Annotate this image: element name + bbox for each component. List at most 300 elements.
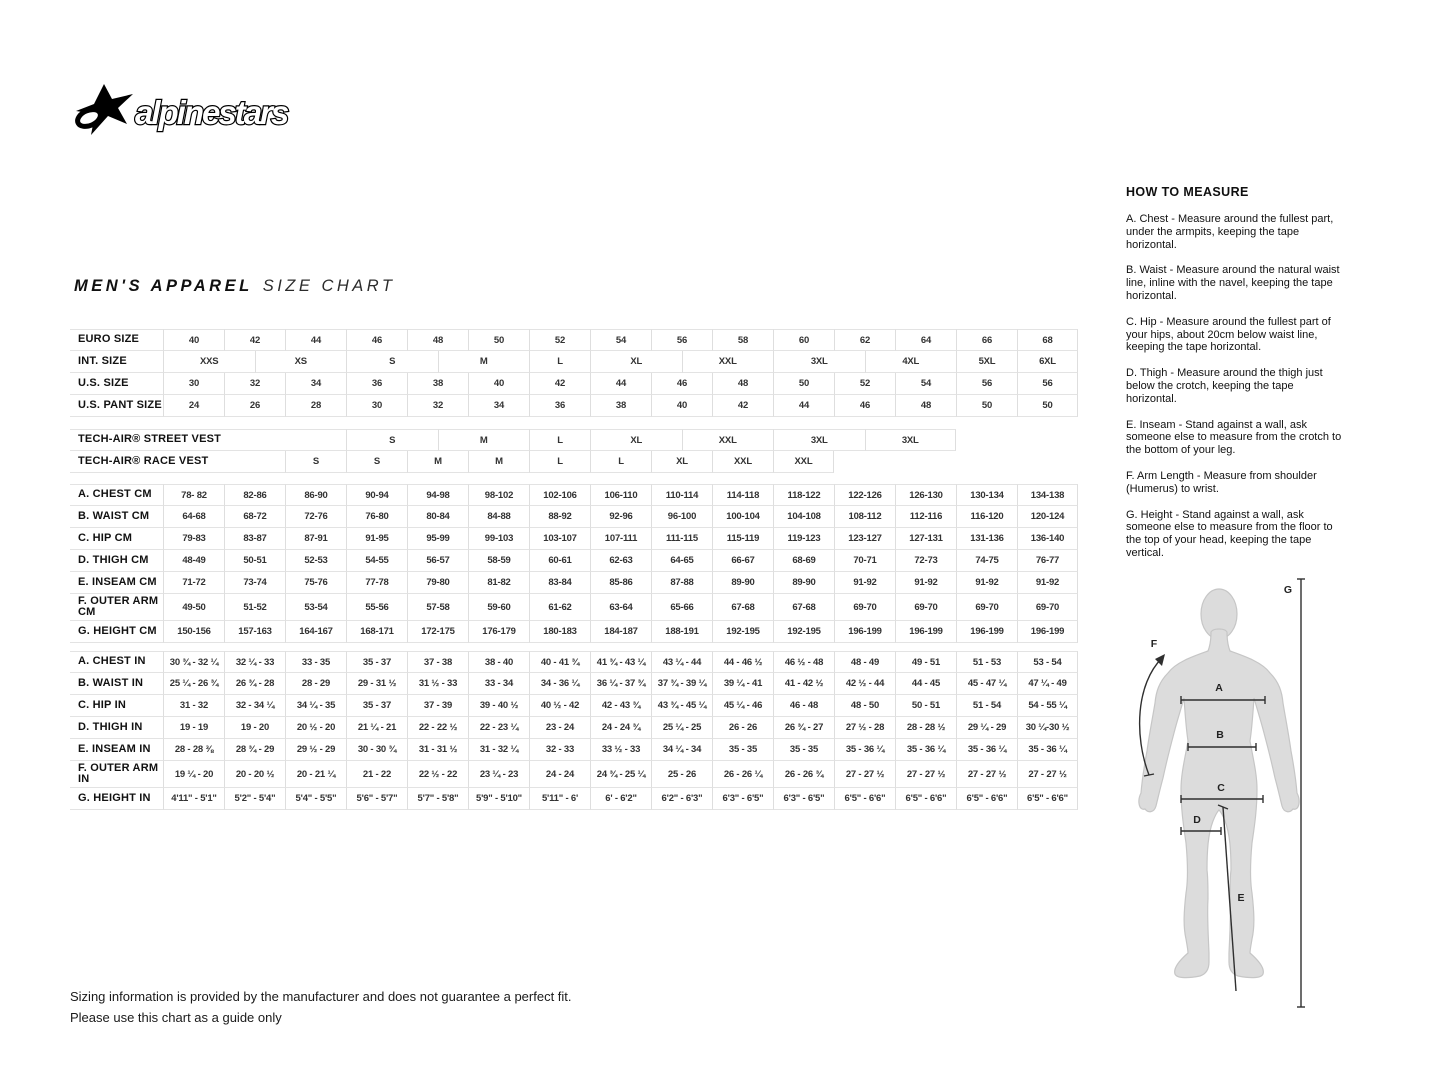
size-cell: 6'3" - 6'5" bbox=[773, 788, 834, 810]
size-cell: 150-156 bbox=[163, 621, 224, 643]
size-cell: 50-51 bbox=[224, 550, 285, 572]
size-cell: 95-99 bbox=[407, 528, 468, 550]
row-gap bbox=[70, 417, 1078, 429]
size-cell: 29 - 31 ½ bbox=[346, 673, 407, 695]
size-cell: 52 bbox=[529, 329, 590, 351]
size-cell: 58-59 bbox=[468, 550, 529, 572]
size-cell: 28 - 29 bbox=[285, 673, 346, 695]
size-cell: 34 ¼ - 34 bbox=[651, 739, 712, 761]
size-cell: 6'5" - 6'6" bbox=[834, 788, 895, 810]
size-cell: 78- 82 bbox=[163, 484, 224, 506]
size-cell: 25 ¼ - 26 ¾ bbox=[163, 673, 224, 695]
size-cell: 60-61 bbox=[529, 550, 590, 572]
size-cell: 89-90 bbox=[773, 572, 834, 594]
size-cell: 27 - 27 ½ bbox=[834, 761, 895, 788]
size-cell: 27 ½ - 28 bbox=[834, 717, 895, 739]
size-cell: 50 bbox=[773, 373, 834, 395]
empty-cell bbox=[163, 429, 346, 451]
size-cell: 70-71 bbox=[834, 550, 895, 572]
size-cell: 48 - 49 bbox=[834, 651, 895, 673]
size-cell: 39 ¼ - 41 bbox=[712, 673, 773, 695]
size-cell: 59-60 bbox=[468, 594, 529, 621]
label-a: A bbox=[1215, 682, 1223, 694]
size-cell: 168-171 bbox=[346, 621, 407, 643]
size-cell: 46 bbox=[651, 373, 712, 395]
measure-instruction: B. Waist - Measure around the natural waist line, inline with the navel, keeping the tape horizontal. bbox=[1126, 264, 1340, 302]
size-cell: 116-120 bbox=[956, 506, 1017, 528]
size-cell: 55-56 bbox=[346, 594, 407, 621]
size-cell: 92-96 bbox=[590, 506, 651, 528]
size-cell: 48 bbox=[712, 373, 773, 395]
size-cell: 64 bbox=[895, 329, 956, 351]
size-cell: 74-75 bbox=[956, 550, 1017, 572]
disclaimer-line-1: Sizing information is provided by the manufacturer and does not guarantee a perfect fit. bbox=[70, 989, 572, 1004]
table-row bbox=[70, 395, 1078, 417]
size-cell: 32 - 33 bbox=[529, 739, 590, 761]
size-cell: 21 ¼ - 21 bbox=[346, 717, 407, 739]
row-label: TECH-AIR® RACE VEST bbox=[70, 451, 163, 473]
row-label: C. HIP CM bbox=[70, 528, 163, 550]
size-cell: 28 bbox=[285, 395, 346, 417]
size-cell: M bbox=[438, 429, 530, 451]
size-cell: 40 ½ - 42 bbox=[529, 695, 590, 717]
size-cell: 23 - 24 bbox=[529, 717, 590, 739]
row-label: E. INSEAM IN bbox=[70, 739, 163, 761]
size-cell: 85-86 bbox=[590, 572, 651, 594]
size-cell: 31 - 32 bbox=[163, 695, 224, 717]
size-cell: 134-138 bbox=[1017, 484, 1078, 506]
size-cell: 69-70 bbox=[956, 594, 1017, 621]
size-cell: 91-95 bbox=[346, 528, 407, 550]
size-cell: 31 - 32 ¼ bbox=[468, 739, 529, 761]
size-cell: 50 bbox=[1017, 395, 1078, 417]
size-cell: 6'5" - 6'6" bbox=[1017, 788, 1078, 810]
label-b: B bbox=[1216, 729, 1224, 741]
size-cell: S bbox=[346, 429, 438, 451]
size-cell: 96-100 bbox=[651, 506, 712, 528]
size-cell: 66-67 bbox=[712, 550, 773, 572]
size-cell: 192-195 bbox=[712, 621, 773, 643]
size-cell: 122-126 bbox=[834, 484, 895, 506]
size-cell: 102-106 bbox=[529, 484, 590, 506]
size-cell: 50 bbox=[468, 329, 529, 351]
size-cell: 136-140 bbox=[1017, 528, 1078, 550]
size-cell: 192-195 bbox=[773, 621, 834, 643]
size-cell: 6' - 6'2" bbox=[590, 788, 651, 810]
size-cell: XL bbox=[590, 351, 682, 373]
size-cell: 115-119 bbox=[712, 528, 773, 550]
size-cell: 3XL bbox=[773, 429, 865, 451]
row-label: TECH-AIR® STREET VEST bbox=[70, 429, 163, 451]
empty-cell bbox=[956, 429, 1078, 451]
size-cell: XXL bbox=[682, 351, 774, 373]
size-cell: 32 ¼ - 33 bbox=[224, 651, 285, 673]
size-cell: 99-103 bbox=[468, 528, 529, 550]
row-label: F. OUTER ARM IN bbox=[70, 761, 163, 788]
measure-instruction: E. Inseam - Stand against a wall, ask someone else to measure from the crotch to the bottom of your leg. bbox=[1126, 418, 1342, 457]
size-cell: 62-63 bbox=[590, 550, 651, 572]
size-cell: 57-58 bbox=[407, 594, 468, 621]
row-label: A. CHEST IN bbox=[70, 651, 163, 673]
size-cell: 28 - 28 ⅜ bbox=[163, 739, 224, 761]
table-row bbox=[70, 739, 1078, 761]
size-cell: M bbox=[407, 451, 468, 473]
size-cell: 52-53 bbox=[285, 550, 346, 572]
size-cell: 56 bbox=[956, 373, 1017, 395]
size-cell: 90-94 bbox=[346, 484, 407, 506]
size-cell: 32 bbox=[224, 373, 285, 395]
size-cell: 5'4" - 5'5" bbox=[285, 788, 346, 810]
size-cell: 130-134 bbox=[956, 484, 1017, 506]
size-cell: XS bbox=[255, 351, 347, 373]
size-cell: 24 - 24 ¾ bbox=[590, 717, 651, 739]
size-cell: 196-199 bbox=[895, 621, 956, 643]
size-cell: 26 bbox=[224, 395, 285, 417]
size-cell: 40 bbox=[163, 329, 224, 351]
size-cell: 48-49 bbox=[163, 550, 224, 572]
size-cell: 33 ½ - 33 bbox=[590, 739, 651, 761]
size-cell: 91-92 bbox=[834, 572, 895, 594]
size-cell: 68-69 bbox=[773, 550, 834, 572]
size-cell: 31 - 31 ½ bbox=[407, 739, 468, 761]
size-cell: 172-175 bbox=[407, 621, 468, 643]
size-cell: 40 bbox=[468, 373, 529, 395]
measurement-figure bbox=[1128, 570, 1443, 1035]
size-cell: 188-191 bbox=[651, 621, 712, 643]
astar-icon bbox=[75, 84, 133, 135]
size-cell: 46 - 48 bbox=[773, 695, 834, 717]
size-cell: 29 ½ - 29 bbox=[285, 739, 346, 761]
how-to-measure-panel bbox=[1126, 185, 1342, 573]
size-cell: 47 ¼ - 49 bbox=[1017, 673, 1078, 695]
size-cell: 19 - 19 bbox=[163, 717, 224, 739]
size-cell: 83-84 bbox=[529, 572, 590, 594]
size-cell: 69-70 bbox=[834, 594, 895, 621]
size-cell: 35 - 36 ¼ bbox=[1017, 739, 1078, 761]
size-cell: 44 bbox=[285, 329, 346, 351]
label-g: G bbox=[1283, 584, 1293, 596]
size-cell: 64-65 bbox=[651, 550, 712, 572]
size-cell: 21 - 22 bbox=[346, 761, 407, 788]
size-cell: 38 bbox=[590, 395, 651, 417]
size-cell: 54 - 55 ¼ bbox=[1017, 695, 1078, 717]
size-cell: 24 ¾ - 25 ¼ bbox=[590, 761, 651, 788]
size-cell: 127-131 bbox=[895, 528, 956, 550]
table-row bbox=[70, 572, 1078, 594]
size-cell: 51 - 53 bbox=[956, 651, 1017, 673]
size-cell: 42 bbox=[712, 395, 773, 417]
size-cell: 56 bbox=[1017, 373, 1078, 395]
size-cell: 6XL bbox=[1017, 351, 1078, 373]
size-cell: 164-167 bbox=[285, 621, 346, 643]
size-cell: 66 bbox=[956, 329, 1017, 351]
size-cell: 72-73 bbox=[895, 550, 956, 572]
logo-wordmark: alpinestars bbox=[135, 94, 288, 131]
size-cell: 36 ¼ - 37 ¾ bbox=[590, 673, 651, 695]
table-row bbox=[70, 351, 1078, 373]
size-cell: 5XL bbox=[956, 351, 1017, 373]
table-row bbox=[70, 550, 1078, 572]
size-cell: 60 bbox=[773, 329, 834, 351]
row-label: F. OUTER ARM CM bbox=[70, 594, 163, 621]
alpinestars-logo bbox=[73, 82, 325, 140]
row-label: B. WAIST IN bbox=[70, 673, 163, 695]
size-cell: 34 - 36 ¼ bbox=[529, 673, 590, 695]
table-row bbox=[70, 528, 1078, 550]
size-cell: 82-86 bbox=[224, 484, 285, 506]
size-cell: L bbox=[529, 429, 590, 451]
size-cell: M bbox=[438, 351, 530, 373]
size-cell: 36 bbox=[346, 373, 407, 395]
size-cell: 184-187 bbox=[590, 621, 651, 643]
disclaimer bbox=[70, 986, 572, 1028]
size-cell: 86-90 bbox=[285, 484, 346, 506]
size-cell: 37 - 39 bbox=[407, 695, 468, 717]
size-cell: 131-136 bbox=[956, 528, 1017, 550]
size-cell: 5'11" - 6' bbox=[529, 788, 590, 810]
size-cell: 83-87 bbox=[224, 528, 285, 550]
size-cell: 38 bbox=[407, 373, 468, 395]
size-cell: 43 ¼ - 44 bbox=[651, 651, 712, 673]
size-cell: 26 - 26 ¼ bbox=[712, 761, 773, 788]
size-cell: 44 bbox=[590, 373, 651, 395]
size-cell: 19 ¼ - 20 bbox=[163, 761, 224, 788]
size-cell: 69-70 bbox=[1017, 594, 1078, 621]
measure-instruction: D. Thigh - Measure around the thigh just below the crotch, keeping the tape horizontal. bbox=[1126, 367, 1323, 405]
row-label: G. HEIGHT CM bbox=[70, 621, 163, 643]
size-cell: 36 bbox=[529, 395, 590, 417]
size-cell: 26 ¾ - 28 bbox=[224, 673, 285, 695]
size-cell: 54 bbox=[590, 329, 651, 351]
size-cell: 35 - 36 ¼ bbox=[956, 739, 1017, 761]
table-row bbox=[70, 673, 1078, 695]
size-cell: 45 ¼ - 46 bbox=[712, 695, 773, 717]
size-cell: 5'9" - 5'10" bbox=[468, 788, 529, 810]
size-cell: 52 bbox=[834, 373, 895, 395]
size-cell: 67-68 bbox=[712, 594, 773, 621]
size-cell: 6'3" - 6'5" bbox=[712, 788, 773, 810]
size-cell: 42 bbox=[224, 329, 285, 351]
size-cell: 45 - 47 ¼ bbox=[956, 673, 1017, 695]
size-cell: 87-88 bbox=[651, 572, 712, 594]
size-cell: 44 bbox=[773, 395, 834, 417]
size-cell: 49 - 51 bbox=[895, 651, 956, 673]
table-row bbox=[70, 621, 1078, 643]
row-label: INT. SIZE bbox=[70, 351, 163, 373]
table-row bbox=[70, 594, 1078, 621]
row-label: U.S. PANT SIZE bbox=[70, 395, 163, 417]
size-cell: S bbox=[346, 451, 407, 473]
size-cell: 41 - 42 ½ bbox=[773, 673, 834, 695]
size-cell: 25 - 26 bbox=[651, 761, 712, 788]
size-cell: 73-74 bbox=[224, 572, 285, 594]
size-cell: 33 - 35 bbox=[285, 651, 346, 673]
size-cell: 28 ¾ - 29 bbox=[224, 739, 285, 761]
size-cell: 79-80 bbox=[407, 572, 468, 594]
size-cell: 4'11" - 5'1" bbox=[163, 788, 224, 810]
size-cell: 100-104 bbox=[712, 506, 773, 528]
row-label: B. WAIST CM bbox=[70, 506, 163, 528]
size-cell: 53 - 54 bbox=[1017, 651, 1078, 673]
size-cell: 67-68 bbox=[773, 594, 834, 621]
table-row bbox=[70, 373, 1078, 395]
row-label: U.S. SIZE bbox=[70, 373, 163, 395]
size-cell: 34 bbox=[285, 373, 346, 395]
size-cell: L bbox=[529, 451, 590, 473]
size-cell: 20 - 21 ¼ bbox=[285, 761, 346, 788]
size-cell: 29 ¼ - 29 bbox=[956, 717, 1017, 739]
size-cell: 72-76 bbox=[285, 506, 346, 528]
size-cell: 22 - 22 ½ bbox=[407, 717, 468, 739]
size-cell: 44 - 46 ½ bbox=[712, 651, 773, 673]
table-row bbox=[70, 761, 1078, 788]
size-cell: 110-114 bbox=[651, 484, 712, 506]
empty-cell bbox=[163, 451, 285, 473]
size-cell: 6'5" - 6'6" bbox=[956, 788, 1017, 810]
size-cell: S bbox=[346, 351, 438, 373]
size-cell: 32 - 34 ¼ bbox=[224, 695, 285, 717]
size-cell: 33 - 34 bbox=[468, 673, 529, 695]
size-cell: 46 bbox=[834, 395, 895, 417]
size-cell: 22 - 23 ¼ bbox=[468, 717, 529, 739]
measure-instruction: F. Arm Length - Measure from shoulder (Humerus) to wrist. bbox=[1126, 469, 1317, 495]
size-cell: 5'6" - 5'7" bbox=[346, 788, 407, 810]
size-cell: L bbox=[529, 351, 590, 373]
size-cell: 48 bbox=[895, 395, 956, 417]
size-cell: 196-199 bbox=[1017, 621, 1078, 643]
label-f: F bbox=[1150, 638, 1158, 650]
size-cell: 50 bbox=[956, 395, 1017, 417]
size-cell: 65-66 bbox=[651, 594, 712, 621]
table-row bbox=[70, 695, 1078, 717]
size-cell: 39 - 40 ½ bbox=[468, 695, 529, 717]
row-label: C. HIP IN bbox=[70, 695, 163, 717]
table-row bbox=[70, 329, 1078, 351]
size-cell: 3XL bbox=[773, 351, 865, 373]
disclaimer-line-2: Please use this chart as a guide only bbox=[70, 1010, 282, 1025]
size-cell: 5'7" - 5'8" bbox=[407, 788, 468, 810]
size-cell: 40 bbox=[651, 395, 712, 417]
size-cell: 34 bbox=[468, 395, 529, 417]
size-cell: 68-72 bbox=[224, 506, 285, 528]
size-cell: 69-70 bbox=[895, 594, 956, 621]
size-cell: 28 - 28 ½ bbox=[895, 717, 956, 739]
size-cell: 98-102 bbox=[468, 484, 529, 506]
size-cell: 80-84 bbox=[407, 506, 468, 528]
size-cell: 35 - 36 ¼ bbox=[834, 739, 895, 761]
size-cell: 112-116 bbox=[895, 506, 956, 528]
size-cell: 61-62 bbox=[529, 594, 590, 621]
size-table bbox=[70, 329, 1078, 810]
size-cell: 118-122 bbox=[773, 484, 834, 506]
size-cell: 196-199 bbox=[956, 621, 1017, 643]
row-label: D. THIGH IN bbox=[70, 717, 163, 739]
measure-heading: HOW TO MEASURE bbox=[1126, 185, 1249, 199]
table-row bbox=[70, 651, 1078, 673]
size-cell: 126-130 bbox=[895, 484, 956, 506]
size-cell: 23 ¼ - 23 bbox=[468, 761, 529, 788]
size-cell: 30 - 30 ¾ bbox=[346, 739, 407, 761]
size-cell: 76-80 bbox=[346, 506, 407, 528]
size-cell: 30 ¾ - 32 ¼ bbox=[163, 651, 224, 673]
size-cell: 46 ½ - 48 bbox=[773, 651, 834, 673]
size-cell: 81-82 bbox=[468, 572, 529, 594]
size-cell: 75-76 bbox=[285, 572, 346, 594]
size-cell: 123-127 bbox=[834, 528, 895, 550]
size-cell: 5'2" - 5'4" bbox=[224, 788, 285, 810]
size-cell: 119-123 bbox=[773, 528, 834, 550]
size-cell: 58 bbox=[712, 329, 773, 351]
size-cell: 106-110 bbox=[590, 484, 651, 506]
size-cell: 41 ¾ - 43 ¼ bbox=[590, 651, 651, 673]
row-label: A. CHEST CM bbox=[70, 484, 163, 506]
row-gap bbox=[70, 473, 1078, 484]
size-cell: 43 ¾ - 45 ¼ bbox=[651, 695, 712, 717]
title-main: MEN'S APPAREL bbox=[74, 277, 253, 295]
size-cell: 35 - 36 ¼ bbox=[895, 739, 956, 761]
size-cell: 91-92 bbox=[956, 572, 1017, 594]
size-cell: 56-57 bbox=[407, 550, 468, 572]
size-cell: 26 - 26 ¾ bbox=[773, 761, 834, 788]
table-row bbox=[70, 484, 1078, 506]
size-cell: 35 - 35 bbox=[712, 739, 773, 761]
size-cell: 91-92 bbox=[1017, 572, 1078, 594]
size-cell: M bbox=[468, 451, 529, 473]
label-c: C bbox=[1217, 782, 1225, 794]
size-cell: 24 bbox=[163, 395, 224, 417]
row-gap bbox=[70, 643, 1078, 651]
size-cell: 26 - 26 bbox=[712, 717, 773, 739]
row-label: D. THIGH CM bbox=[70, 550, 163, 572]
size-cell: 6'2" - 6'3" bbox=[651, 788, 712, 810]
size-cell: 44 - 45 bbox=[895, 673, 956, 695]
size-cell: 40 - 41 ¾ bbox=[529, 651, 590, 673]
label-d: D bbox=[1193, 814, 1201, 826]
size-cell: 84-88 bbox=[468, 506, 529, 528]
size-cell: 50 - 51 bbox=[895, 695, 956, 717]
size-cell: 6'5" - 6'6" bbox=[895, 788, 956, 810]
table-row bbox=[70, 788, 1078, 810]
size-cell: 89-90 bbox=[712, 572, 773, 594]
size-cell: 27 - 27 ½ bbox=[895, 761, 956, 788]
size-cell: 48 - 50 bbox=[834, 695, 895, 717]
measure-instruction: C. Hip - Measure around the fullest part of your hips, about 20cm below waist line, keeping the tape horizontal. bbox=[1126, 315, 1331, 354]
size-cell: S bbox=[285, 451, 346, 473]
size-cell: 79-83 bbox=[163, 528, 224, 550]
size-cell: 46 bbox=[346, 329, 407, 351]
title-sub: SIZE CHART bbox=[262, 277, 396, 295]
size-cell: 54-55 bbox=[346, 550, 407, 572]
size-cell: 114-118 bbox=[712, 484, 773, 506]
size-cell: 25 ¼ - 25 bbox=[651, 717, 712, 739]
size-cell: 27 - 27 ½ bbox=[956, 761, 1017, 788]
size-cell: 108-112 bbox=[834, 506, 895, 528]
size-cell: 19 - 20 bbox=[224, 717, 285, 739]
size-cell: 111-115 bbox=[651, 528, 712, 550]
size-cell: 42 - 43 ¾ bbox=[590, 695, 651, 717]
size-cell: 54 bbox=[895, 373, 956, 395]
size-cell: 77-78 bbox=[346, 572, 407, 594]
size-cell: 30 ¼-30 ½ bbox=[1017, 717, 1078, 739]
size-cell: 48 bbox=[407, 329, 468, 351]
size-cell: XL bbox=[651, 451, 712, 473]
size-cell: 34 ¼ - 35 bbox=[285, 695, 346, 717]
measure-instruction: A. Chest - Measure around the fullest part, under the armpits, keeping the tape horizontal. bbox=[1126, 213, 1334, 251]
size-cell: 103-107 bbox=[529, 528, 590, 550]
size-cell: 94-98 bbox=[407, 484, 468, 506]
size-cell: 4XL bbox=[865, 351, 957, 373]
size-cell: 180-183 bbox=[529, 621, 590, 643]
